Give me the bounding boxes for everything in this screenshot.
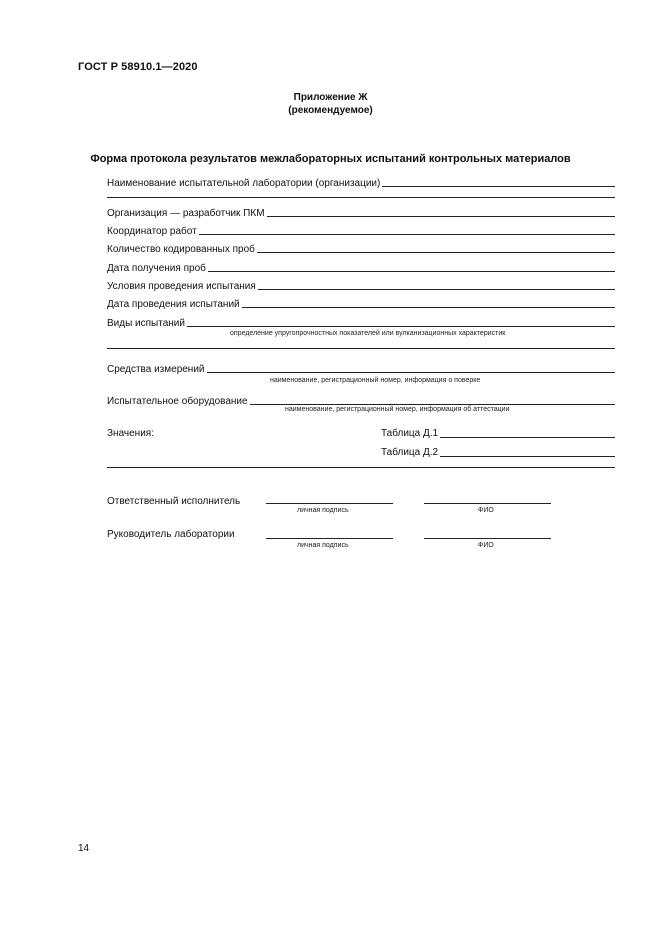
fill-line — [258, 289, 615, 290]
field-label: Условия проведения испытания — [107, 281, 256, 292]
annex-title: Приложение Ж — [293, 92, 368, 103]
form-title: Форма протокола результатов межлабораторных испытаний контрольных материалов — [90, 153, 571, 165]
field-label: Координатор работ — [107, 226, 197, 237]
head-label: Руководитель лаборатории — [107, 529, 235, 540]
table1-line[interactable] — [440, 437, 615, 438]
fill-line — [199, 234, 615, 235]
field-developer[interactable] — [107, 206, 615, 219]
head-signature-hint: личная подпись — [297, 542, 349, 549]
fill-line-extra[interactable] — [107, 348, 615, 349]
field-test-date[interactable] — [107, 297, 615, 310]
executor-name-line[interactable] — [424, 503, 551, 504]
field-label: Средства измерений — [107, 364, 205, 375]
annex-status: (рекомендуемое) — [288, 105, 373, 116]
field-coordinator[interactable] — [107, 224, 615, 237]
test-types-hint: определение упругопрочностных показателей или вулканизационных характеристик — [230, 330, 506, 337]
field-label: Дата проведения испытаний — [107, 299, 240, 310]
field-test-types[interactable] — [107, 316, 615, 329]
fill-line — [267, 216, 615, 217]
field-lab-name[interactable] — [107, 176, 615, 189]
head-name-line[interactable] — [424, 538, 551, 539]
field-label: Испытательное оборудование — [107, 396, 248, 407]
executor-signature-line[interactable] — [266, 503, 393, 504]
field-instruments[interactable] — [107, 362, 615, 375]
field-label: Организация — разработчик ПКМ — [107, 208, 265, 219]
values-line[interactable] — [107, 467, 615, 468]
field-label: Виды испытаний — [107, 318, 185, 329]
field-test-conditions[interactable] — [107, 279, 615, 292]
values-label: Значения: — [107, 428, 154, 439]
executor-label: Ответственный исполнитель — [107, 496, 241, 507]
head-name-hint: ФИО — [478, 542, 494, 549]
head-signature-line[interactable] — [266, 538, 393, 539]
page-number: 14 — [78, 843, 90, 854]
equipment-hint: наименование, регистрационный номер, информация об аттестации — [285, 406, 510, 413]
field-receipt-date[interactable] — [107, 261, 615, 274]
fill-line-extra[interactable] — [107, 197, 615, 198]
document-code: ГОСТ Р 58910.1—2020 — [78, 61, 198, 73]
fill-line — [208, 271, 615, 272]
field-label: Количество кодированных проб — [107, 244, 255, 255]
executor-name-hint: ФИО — [478, 507, 494, 514]
field-sample-count[interactable] — [107, 242, 615, 255]
fill-line — [242, 307, 615, 308]
fill-line — [382, 186, 615, 187]
table2-line[interactable] — [440, 456, 615, 457]
field-label: Наименование испытательной лаборатории (организации) — [107, 178, 381, 189]
table1-label: Таблица Д.1 — [381, 428, 439, 439]
fill-line — [257, 252, 615, 253]
fill-line — [207, 372, 615, 373]
fill-line — [250, 404, 615, 405]
executor-signature-hint: личная подпись — [297, 507, 349, 514]
instruments-hint: наименование, регистрационный номер, информация о поверке — [270, 377, 481, 384]
fill-line — [187, 326, 615, 327]
field-label: Дата получения проб — [107, 263, 206, 274]
table2-label: Таблица Д.2 — [381, 447, 439, 458]
